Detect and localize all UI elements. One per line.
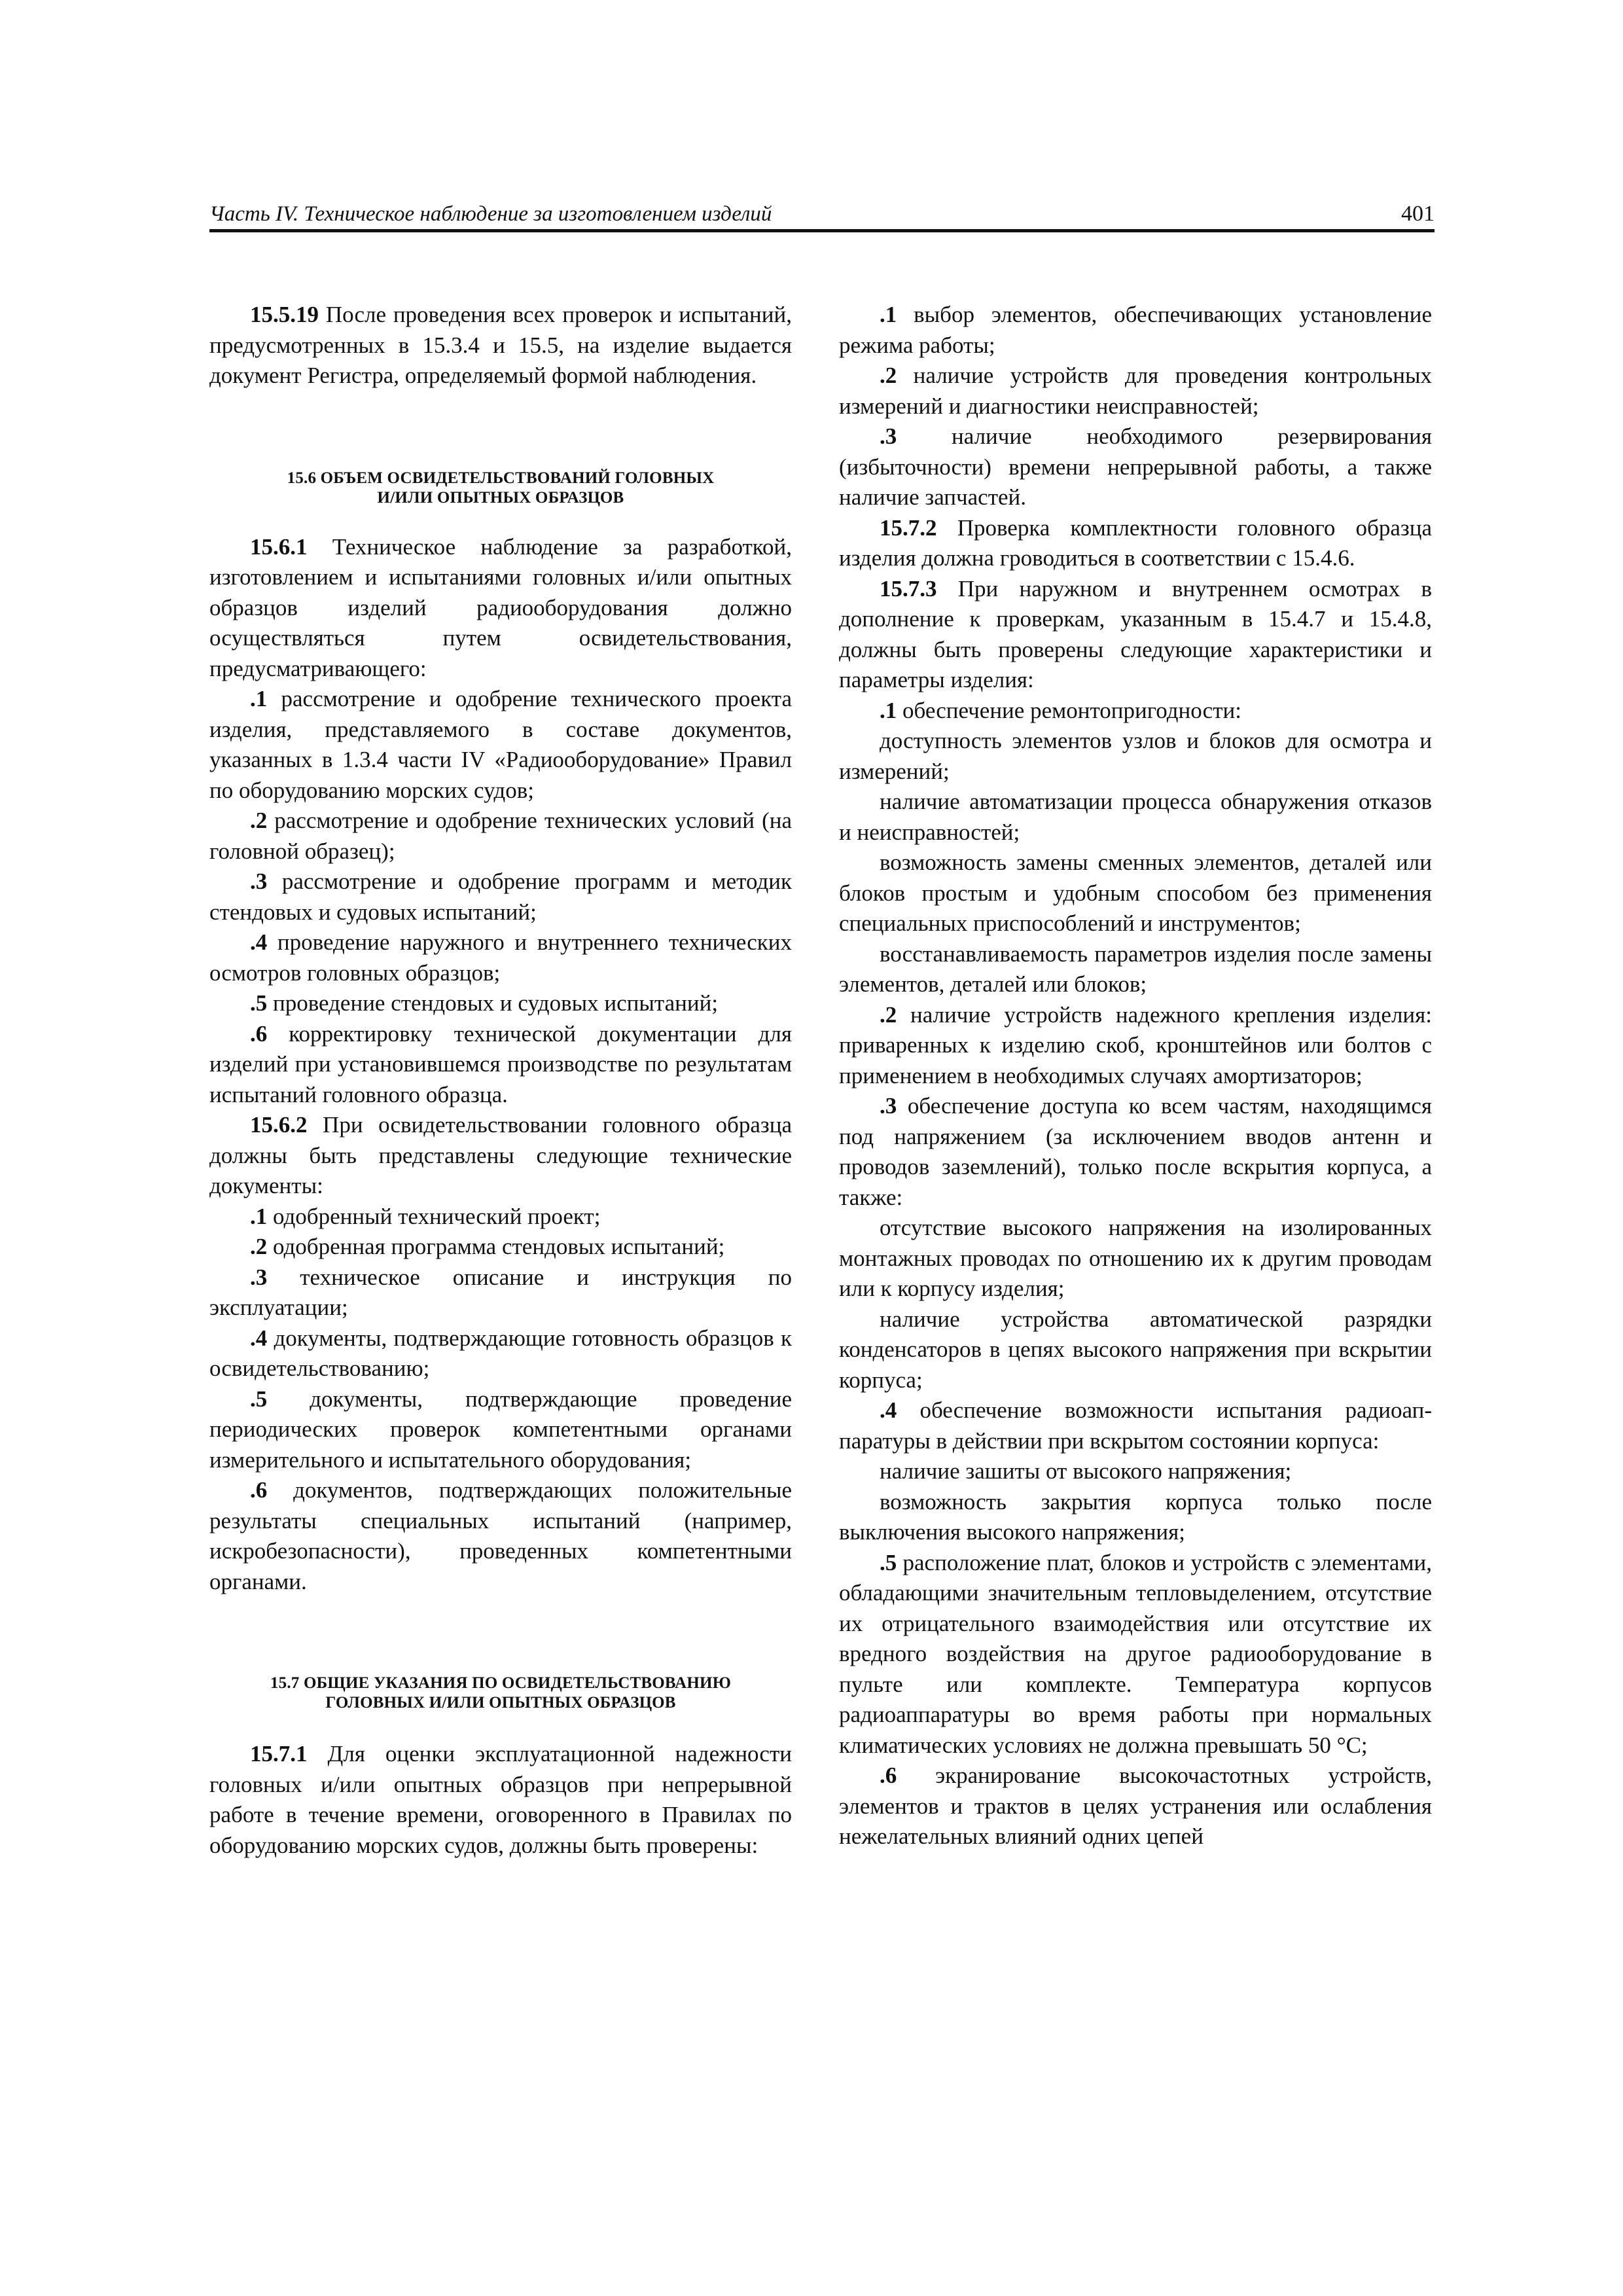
item-number: .3 xyxy=(250,1264,268,1290)
item-text: одобренная программа стендовых испытаний; xyxy=(267,1234,725,1259)
list-item xyxy=(839,696,1432,726)
sub-item: наличие зашиты от высокого напряжения; xyxy=(880,1458,1292,1484)
item-number: .2 xyxy=(250,808,268,833)
item-number: .4 xyxy=(250,929,268,955)
list-item xyxy=(209,684,792,806)
item-number: .1 xyxy=(880,697,897,723)
list-item xyxy=(839,300,1432,361)
item-number: .6 xyxy=(250,1477,268,1503)
item-number: .3 xyxy=(880,1093,897,1119)
paragraph-15-7-1 xyxy=(209,1739,792,1861)
section-heading-15-6 xyxy=(209,469,792,508)
item-number: .5 xyxy=(880,1549,897,1575)
item-text: техническое описание и инструкция по эксплуатации; xyxy=(209,1264,792,1320)
left-column xyxy=(209,300,792,1861)
right-column xyxy=(839,300,1432,1852)
paragraph-text: При наружном и внутреннем осмотрах в дополнение к проверкам, указанным в 15.4.7 и 15.4.8, должны быть проверены следующие характеристики и параметры изделия: xyxy=(839,575,1432,692)
item-number: .2 xyxy=(880,1001,897,1028)
item-number: .6 xyxy=(250,1020,268,1047)
item-text: рассмотрение и одобрение программ и методик стендовых и судовых испытаний; xyxy=(209,869,792,925)
item-text: рассмотрение и одобрение технического проекта изделия, представляемого в составе документов, указанных в 1.3.4 части IV «Радиооборудование» Правил по оборудованию морских судов; xyxy=(209,686,792,803)
item-text: наличие необходимого резервирования (избыточности) времени непрерывной работы, а также наличие запчастей. xyxy=(839,423,1432,510)
clause-number: 15.7.2 xyxy=(880,514,937,541)
list-item xyxy=(209,927,792,988)
list-item xyxy=(839,422,1432,513)
item-number: .2 xyxy=(250,1234,268,1259)
list-item xyxy=(839,1091,1432,1213)
list-item xyxy=(209,1475,792,1597)
item-number: .3 xyxy=(880,423,897,449)
list-item xyxy=(839,1548,1432,1761)
item-text: экранирование высокочастотных устройств, элементов и трактов в целях устранения или ослабления нежелательных влияний одних цепей xyxy=(839,1763,1432,1849)
item-number: .5 xyxy=(250,990,268,1016)
running-header-title: Часть IV. Техническое наблюдение за изготовлением изделий xyxy=(209,202,772,226)
item-number: .5 xyxy=(250,1386,268,1412)
section-heading-line: 15.7 ОБЩИЕ УКАЗАНИЯ ПО ОСВИДЕТЕЛЬСТВОВАНИЮ xyxy=(270,1674,732,1692)
paragraph-text: Проверка комплектности головного образца изделия должна гроводиться в соответствии с 15.4.6. xyxy=(839,514,1432,571)
page-number: 401 xyxy=(1401,202,1435,226)
sub-item: доступность элементов узлов и блоков для осмотра и измерений; xyxy=(839,728,1432,784)
paragraph-text: После проведения всех проверок и испытаний, предусмотренных в 15.3.4 и 15.5, на изделие выдается документ Регистра, определяемый формой наблюдения. xyxy=(209,302,792,388)
clause-number: 15.7.1 xyxy=(250,1741,308,1767)
section-heading-line: И/ИЛИ ОПЫТНЫХ ОБРАЗЦОВ xyxy=(377,488,624,507)
clause-number: 15.5.19 xyxy=(250,302,319,327)
section-heading-line: 15.6 ОБЪЕМ ОСВИДЕТЕЛЬСТВОВАНИЙ ГОЛОВНЫХ xyxy=(287,469,715,487)
list-item xyxy=(209,806,792,867)
paragraph-text: Для оценки эксплуатационной надежности головных и/или опытных образцов при непрерывной работе в течение времени, оговоренного в Правилах по оборудованию морских судов, должны быть проверены: xyxy=(209,1741,792,1858)
item-number: .1 xyxy=(250,686,268,711)
paragraph-15-7-2 xyxy=(839,513,1432,574)
sub-item: восстанавливаемость параметров изделия после замены элементов, деталей или блоков; xyxy=(839,941,1432,997)
item-text: обеспечение доступа ко всем частям, находящимся под напряжением (за исключением вводов антенн и проводов заземлений), только после вскрытия корпуса, а также: xyxy=(839,1093,1432,1210)
list-item xyxy=(209,1202,792,1232)
sub-item: возможность закрытия корпуса только после выключения высокого напряжения; xyxy=(839,1488,1432,1545)
paragraph-15-6-2 xyxy=(209,1110,792,1202)
clause-number: 15.7.3 xyxy=(880,575,937,601)
sub-item: отсутствие высокого напряжения на изолированных монтажных проводах по отношению их к другим проводам или к корпусу изделия; xyxy=(839,1215,1432,1301)
item-text: одобренный технический проект; xyxy=(267,1203,601,1229)
item-text: обеспечение возможности испытания радиоаппаратуры в действии при вскрытом состоянии корпуса: xyxy=(839,1397,1432,1454)
running-header xyxy=(209,202,1435,232)
item-text: документы, подтверждающие проведение периодических проверок компетентными органами измерительного и испытательного оборудования; xyxy=(209,1386,792,1473)
item-number: .2 xyxy=(880,363,897,388)
paragraph-text: При освидетельствовании головного образца должны быть представлены следующие технические документы: xyxy=(209,1112,792,1198)
list-item xyxy=(839,1395,1432,1456)
sub-item: наличие автоматизации процесса обнаружения отказов и неисправностей; xyxy=(839,789,1432,845)
item-text: расположение плат, блоков и устройств с элементами, обладающими значительным тепловыделением, отсутствие их отрицательного взаимодействия или отсутствие их вредного воздействия на другое радиооборудование в пульте или комплекте. Температура корпусов радиоаппаратуры во время работы при нормальных климатических условиях не должна превышать 50 °С; xyxy=(839,1549,1432,1758)
list-item xyxy=(209,1019,792,1111)
item-number: .1 xyxy=(880,302,897,327)
paragraph-15-6-1 xyxy=(209,532,792,685)
item-number: .4 xyxy=(880,1397,897,1423)
list-item xyxy=(209,1384,792,1476)
clause-number: 15.6.1 xyxy=(250,533,308,560)
item-text: наличие устройств надежного крепления изделия: приваренных к изделию скоб, кронштейнов или болтов с применением в необходимых случаях амортизаторов; xyxy=(839,1001,1432,1088)
item-text: проведение стендовых и судовых испытаний; xyxy=(267,990,719,1016)
list-item xyxy=(209,867,792,927)
list-item xyxy=(209,1323,792,1384)
item-text: наличие устройств для проведения контрольных измерений и диагностики неисправностей; xyxy=(839,363,1432,419)
item-text: документов, подтверждающих положительные результаты специальных испытаний (например, искробезопасности), проведенных компетентными органами. xyxy=(209,1477,792,1594)
item-text: обеспечение ремонтопригодности: xyxy=(897,697,1241,723)
clause-number: 15.6.2 xyxy=(250,1112,308,1138)
item-number: .4 xyxy=(250,1325,268,1351)
item-text: проведение наружного и внутреннего технических осмотров головных образцов; xyxy=(209,929,792,986)
list-item xyxy=(839,1000,1432,1092)
item-text: корректировку технической документации для изделий при установившемся производстве по результатам испытаний головного образца. xyxy=(209,1020,792,1107)
list-item xyxy=(839,361,1432,422)
list-item xyxy=(209,1263,792,1323)
paragraph-15-5-19 xyxy=(209,300,792,391)
sub-item: возможность замены сменных элементов, деталей или блоков простым и удобным способом без применения специальных приспособлений и инструментов; xyxy=(839,850,1432,936)
section-heading-line: ГОЛОВНЫХ И/ИЛИ ОПЫТНЫХ ОБРАЗЦОВ xyxy=(325,1694,676,1712)
item-number: .3 xyxy=(250,869,268,894)
list-item xyxy=(209,1232,792,1263)
item-text: рассмотрение и одобрение технических условий (на головной образец); xyxy=(209,808,792,864)
item-number: .1 xyxy=(250,1203,268,1229)
item-text: документы, подтверждающие готовность образцов к освидетельствованию; xyxy=(209,1325,792,1381)
sub-item: наличие устройства автоматической разрядки конденсаторов в цепях высокого напряжения при вскрытии корпуса; xyxy=(839,1306,1432,1393)
paragraph-15-7-3 xyxy=(839,574,1432,696)
section-heading-15-7 xyxy=(209,1674,792,1713)
list-item xyxy=(209,988,792,1019)
list-item xyxy=(839,1761,1432,1852)
item-number: .6 xyxy=(880,1763,897,1788)
item-text: выбор элементов, обеспечивающих установление режима работы; xyxy=(839,302,1432,358)
paragraph-text: Техническое наблюдение за разработкой, изготовлением и испытаниями головных и/или опытных образцов изделий радиооборудования должно осуществляться путем освидетельствования, предусматривающего: xyxy=(209,533,792,681)
